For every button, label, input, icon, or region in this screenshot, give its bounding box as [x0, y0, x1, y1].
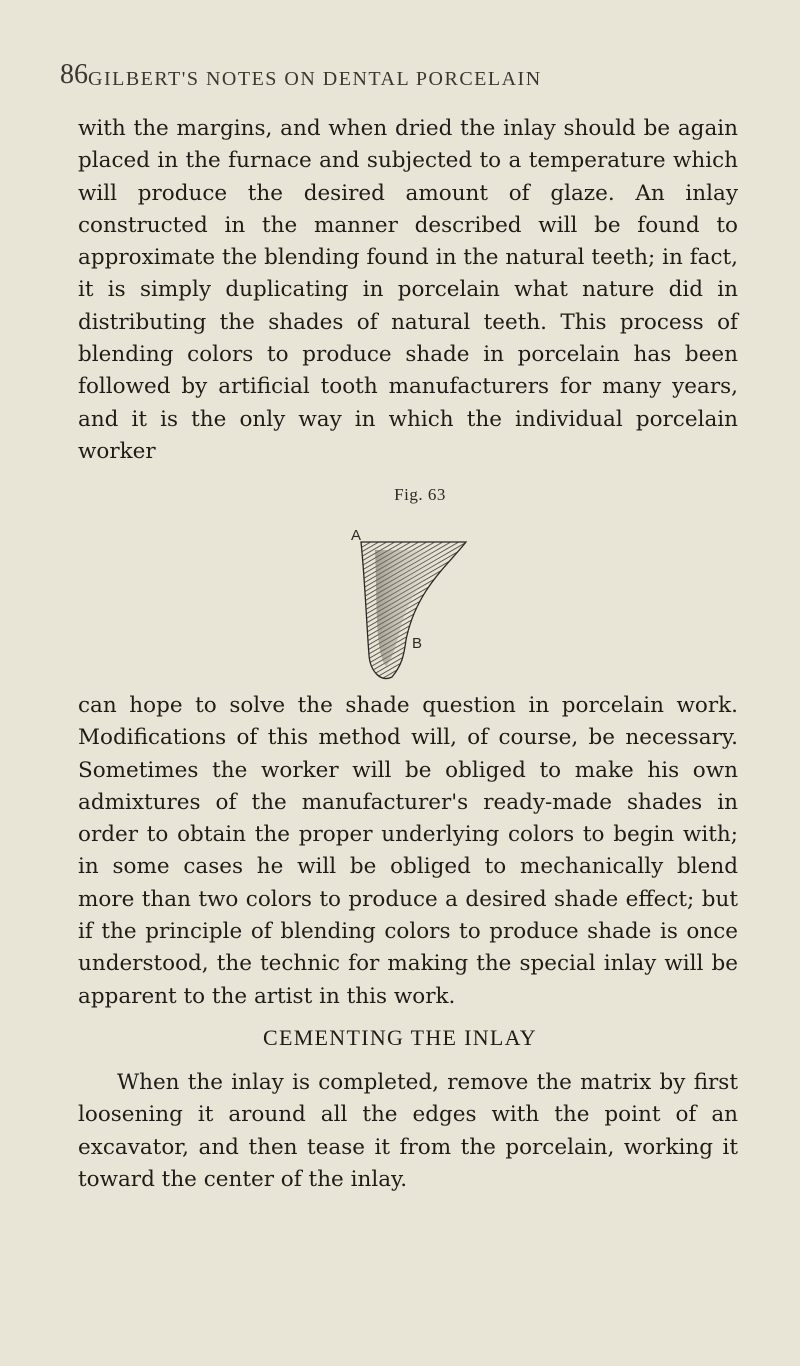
page-number: 86 — [60, 59, 88, 90]
label-b: B — [412, 635, 423, 652]
paragraph-1: with the margins, and when dried the inlay should be again placed in the furnace and subjected to a temperature which will produce the desired amount of glaze. An inlay constructed in the manner described will be found to approximate the blending found in the natural teeth; in fact, it is simply duplicating in porcelain what nature did in distributing the shades of natural teeth. This process of blending colors to produce shade in porcelain has been followed by artificial tooth manufacturers for many years, and it is the only way in which the individual porcelain worker — [78, 116, 738, 464]
figure-63 — [320, 485, 560, 695]
inlay-cross-section-diagram — [320, 520, 480, 695]
section-heading: CEMENTING THE INLAY — [262, 1025, 537, 1050]
figure-caption: Fig. 63 — [394, 485, 446, 504]
running-title: GILBERT'S NOTES ON DENTAL PORCELAIN — [88, 68, 542, 90]
running-head — [60, 60, 760, 94]
paragraph-2: can hope to solve the shade question in porcelain work. Modifications of this method will, of course, be necessary. Sometimes the worker will be obliged to make his own admixtures of the manufacturer's ready-made shades in order to obtain the proper underlying colors to begin with; in some cases he will be obliged to mechanically blend more than two colors to produce a desired shade effect; but if the principle of blending colors to produce shade is once understood, the technic for making the special inlay will be apparent to the artist in this work. — [78, 693, 738, 1009]
paragraph-3: When the inlay is completed, remove the matrix by first loosening it around all the edges with the point of an excavator, and then tease it from the porcelain, working it toward the center of the inlay. — [78, 1070, 738, 1192]
label-a: A — [351, 527, 362, 544]
